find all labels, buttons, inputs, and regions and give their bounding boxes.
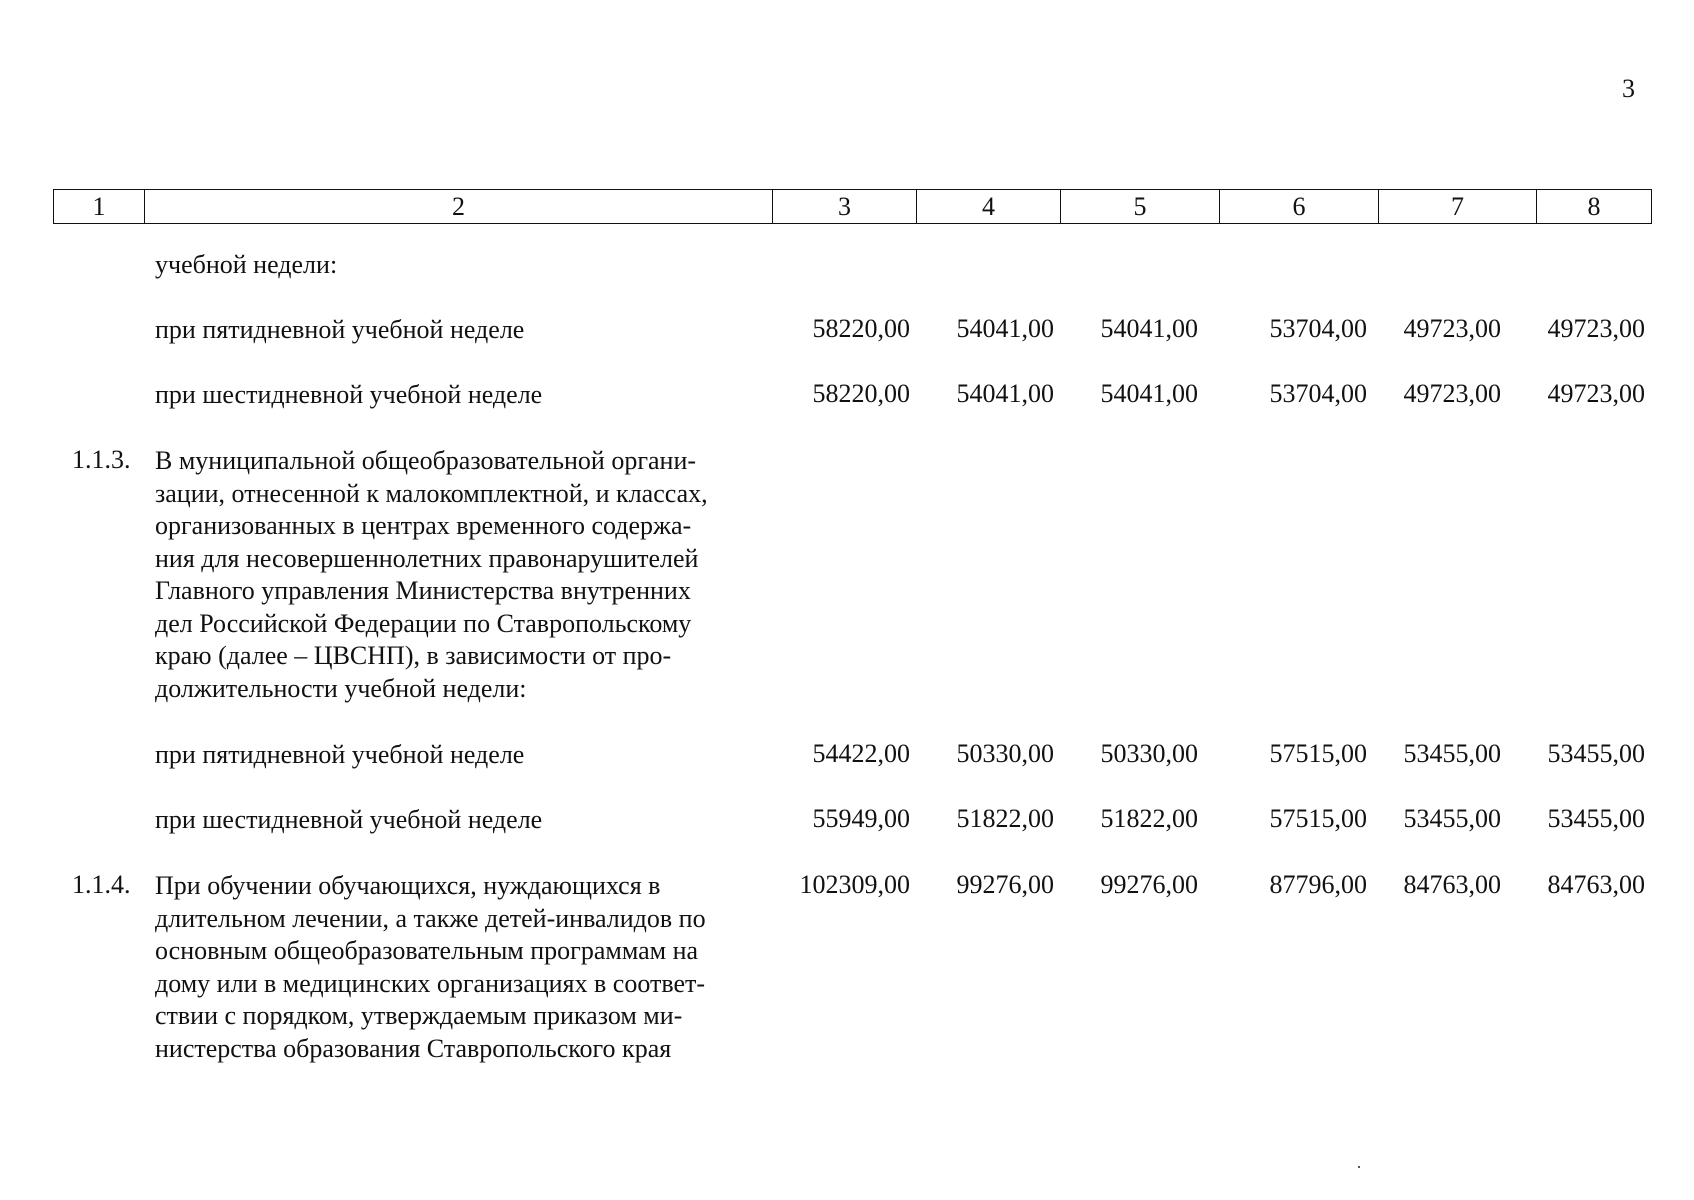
description-line: основным общеобразовательным программам на xyxy=(155,936,699,965)
description-line: ния для несовершеннолетних правонарушителей xyxy=(155,543,699,573)
column-number-header xyxy=(53,189,1652,224)
column-number-5: 5 xyxy=(1061,190,1220,224)
description-line: зации, отнесенной к малокомплектной, и классах, xyxy=(155,478,708,508)
value-col-7: 53455,00 xyxy=(1403,804,1501,833)
value-col-7: 53455,00 xyxy=(1403,739,1501,768)
value-col-4: 50330,00 xyxy=(956,739,1054,768)
page-number: 3 xyxy=(1622,74,1635,103)
description-line: дому или в медицинских организациях в соответ- xyxy=(155,968,706,998)
item-code: 1.1.4. xyxy=(72,870,131,899)
value-col-5: 54041,00 xyxy=(1100,314,1198,343)
description-line: длительном лечении, а также детей-инвалидов по xyxy=(155,903,706,933)
description-line: нистерства образования Ставропольского края xyxy=(155,1033,672,1063)
row-description xyxy=(155,445,767,705)
value-col-6: 53704,00 xyxy=(1269,379,1367,408)
value-col-3: 58220,00 xyxy=(812,379,910,408)
row-description xyxy=(155,314,767,347)
value-col-4: 54041,00 xyxy=(956,314,1054,343)
value-col-5: 50330,00 xyxy=(1100,739,1198,768)
value-col-5: 99276,00 xyxy=(1100,870,1198,899)
value-col-6: 53704,00 xyxy=(1269,314,1367,343)
item-code: 1.1.3. xyxy=(72,445,131,474)
description-line: краю (далее – ЦВСНП), в зависимости от про- xyxy=(155,641,672,670)
value-col-6: 57515,00 xyxy=(1269,739,1367,768)
value-col-8: 53455,00 xyxy=(1547,804,1645,833)
value-col-6: 57515,00 xyxy=(1269,804,1367,833)
column-number-1: 1 xyxy=(54,190,145,224)
value-col-6: 87796,00 xyxy=(1269,870,1367,899)
value-col-8: 84763,00 xyxy=(1547,870,1645,899)
description-line: организованных в центрах временного содержа- xyxy=(155,511,692,540)
row-description xyxy=(155,739,767,772)
column-number-8: 8 xyxy=(1537,190,1652,224)
value-col-4: 99276,00 xyxy=(956,870,1054,899)
value-col-4: 51822,00 xyxy=(956,804,1054,833)
value-col-3: 102309,00 xyxy=(799,870,910,899)
column-number-3: 3 xyxy=(773,190,917,224)
column-number-2: 2 xyxy=(145,190,773,224)
description-line: В муниципальной общеобразовательной органи- xyxy=(155,446,697,475)
scan-speck xyxy=(1358,1166,1360,1168)
column-number-6: 6 xyxy=(1220,190,1379,224)
value-col-8: 49723,00 xyxy=(1547,314,1645,343)
value-col-5: 51822,00 xyxy=(1100,804,1198,833)
row-description xyxy=(155,379,767,412)
value-col-7: 49723,00 xyxy=(1403,379,1501,408)
row-description xyxy=(155,804,767,837)
description-line: должительности учебной недели: xyxy=(155,673,527,703)
column-number-7: 7 xyxy=(1379,190,1537,224)
description-line: при шестидневной учебной неделе xyxy=(155,805,543,834)
value-col-8: 53455,00 xyxy=(1547,739,1645,768)
value-col-5: 54041,00 xyxy=(1100,379,1198,408)
value-col-7: 49723,00 xyxy=(1403,314,1501,343)
description-line: учебной недели: xyxy=(155,250,338,279)
description-line: При обучении обучающихся, нуждающихся в xyxy=(155,871,661,900)
value-col-7: 84763,00 xyxy=(1403,870,1501,899)
description-line: дел Российской Федерации по Ставропольскому xyxy=(155,608,692,638)
value-col-3: 55949,00 xyxy=(812,804,910,833)
value-col-4: 54041,00 xyxy=(956,379,1054,408)
value-col-3: 54422,00 xyxy=(812,739,910,768)
description-line: при шестидневной учебной неделе xyxy=(155,380,543,409)
row-description xyxy=(155,870,767,1065)
description-line: при пятидневной учебной неделе xyxy=(155,315,525,344)
column-number-4: 4 xyxy=(917,190,1061,224)
value-col-8: 49723,00 xyxy=(1547,379,1645,408)
description-line: Главного управления Министерства внутренних xyxy=(155,576,691,605)
row-description xyxy=(155,249,767,282)
description-line: ствии с порядком, утверждаемым приказом ми- xyxy=(155,1001,683,1030)
description-line: при пятидневной учебной неделе xyxy=(155,740,525,769)
value-col-3: 58220,00 xyxy=(812,314,910,343)
